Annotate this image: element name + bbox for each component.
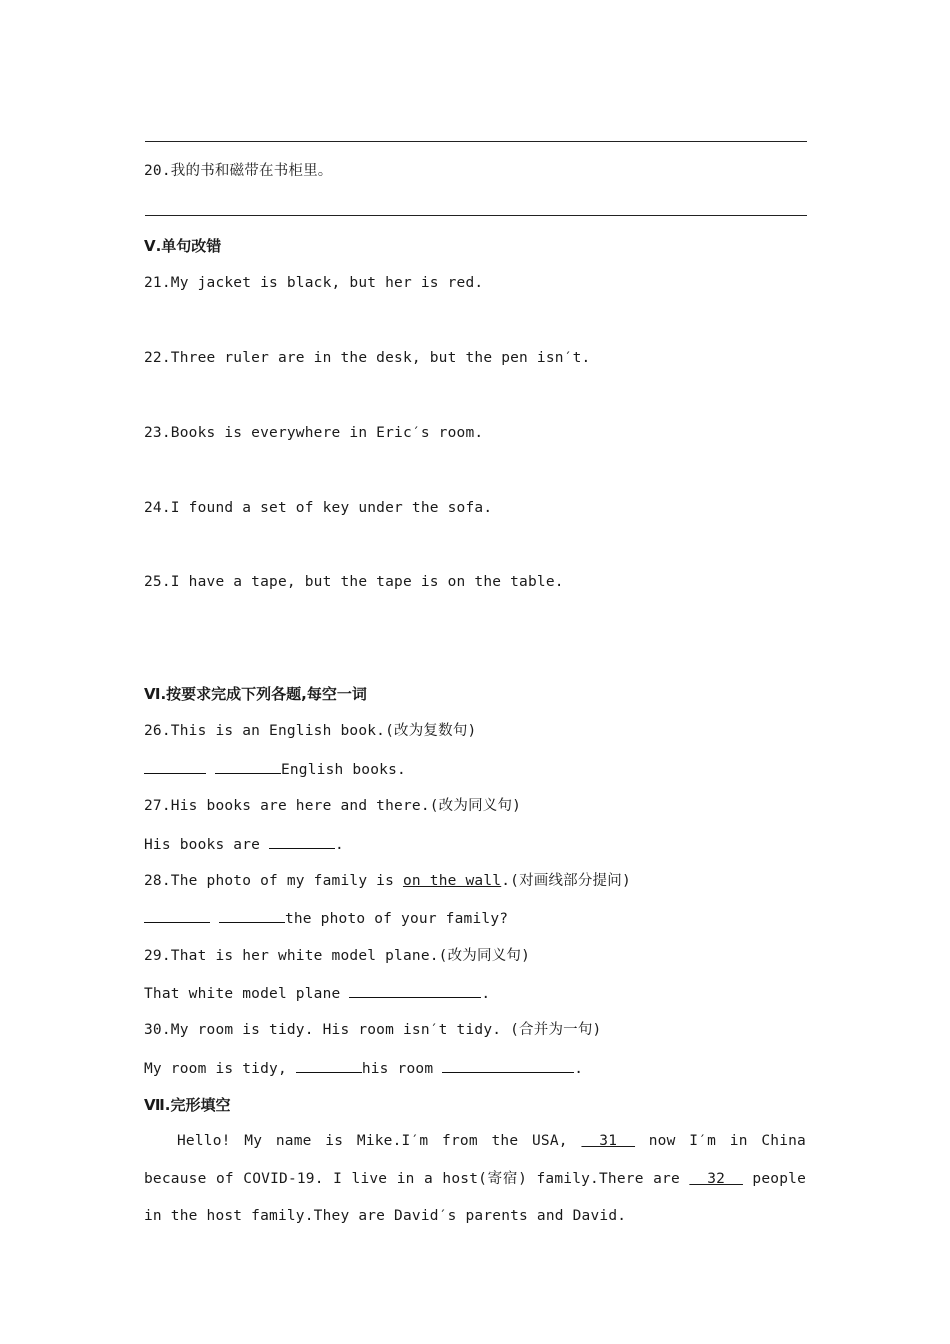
answer-30-tail: . <box>574 1061 584 1077</box>
cloze-blank-32[interactable]: 32 <box>689 1170 743 1187</box>
answer-26 <box>144 759 406 780</box>
answer-27-tail: . <box>335 837 344 853</box>
answer-27-head: His books are <box>144 837 270 853</box>
cloze-passage <box>144 1123 806 1236</box>
answer-28-tail: the photo of your family? <box>284 911 509 927</box>
answer-27 <box>144 834 344 855</box>
question-28-head: 28.The photo of my family is <box>144 873 403 889</box>
blank[interactable] <box>144 759 206 774</box>
answer-line-20 <box>145 215 807 216</box>
question-28-underlined: on the wall <box>402 873 502 889</box>
blank[interactable] <box>144 908 210 923</box>
answer-30-head: My room is tidy, <box>144 1061 296 1077</box>
answer-30 <box>144 1058 583 1079</box>
section-7-title: Ⅶ.完形填空 <box>144 1096 231 1114</box>
question-25: 25.I have a tape, but the tape is on the table. <box>144 574 564 590</box>
blank[interactable] <box>269 834 335 849</box>
question-20: 20.我的书和磁带在书柜里。 <box>144 163 333 179</box>
question-21: 21.My jacket is black, but her is red. <box>144 275 484 291</box>
answer-29 <box>144 983 490 1004</box>
passage-part-3: people in the host family.They are David′s parents and David. <box>144 1170 806 1224</box>
passage-part-1: Hello! My name is Mike.I′m from the USA, <box>177 1133 568 1149</box>
answer-29-tail: . <box>481 986 491 1002</box>
question-30: 30.My room is tidy. His room isn′t tidy. (合并为一句) <box>144 1022 602 1038</box>
section-5-title: Ⅴ.单句改错 <box>144 237 222 255</box>
blank[interactable] <box>296 1058 362 1073</box>
question-24: 24.I found a set of key under the sofa. <box>144 500 493 516</box>
answer-26-tail: English books. <box>280 762 406 778</box>
blank[interactable] <box>442 1058 574 1073</box>
question-28 <box>144 871 631 891</box>
blank[interactable] <box>349 983 481 998</box>
answer-line-19 <box>145 141 807 142</box>
question-29: 29.That is her white model plane.(改为同义句) <box>144 948 531 964</box>
cloze-blank-31[interactable]: 31 <box>581 1133 636 1149</box>
blank[interactable] <box>215 759 281 774</box>
question-23: 23.Books is everywhere in Eric′s room. <box>144 425 484 441</box>
answer-30-mid: his room <box>361 1061 443 1077</box>
answer-28 <box>144 908 508 929</box>
answer-29-head: That white model plane <box>144 986 350 1002</box>
question-22: 22.Three ruler are in the desk, but the pen isn′t. <box>144 350 591 366</box>
question-28-tail: .(对画线部分提问) <box>501 873 631 889</box>
question-26: 26.This is an English book.(改为复数句) <box>144 723 477 739</box>
question-27: 27.His books are here and there.(改为同义句) <box>144 798 522 814</box>
blank[interactable] <box>219 908 285 923</box>
section-6-title: Ⅵ.按要求完成下列各题,每空一词 <box>144 685 367 703</box>
passage-part-2: now I′m in China because of COVID-19. I live in a host(寄宿) family.There are <box>144 1133 806 1187</box>
